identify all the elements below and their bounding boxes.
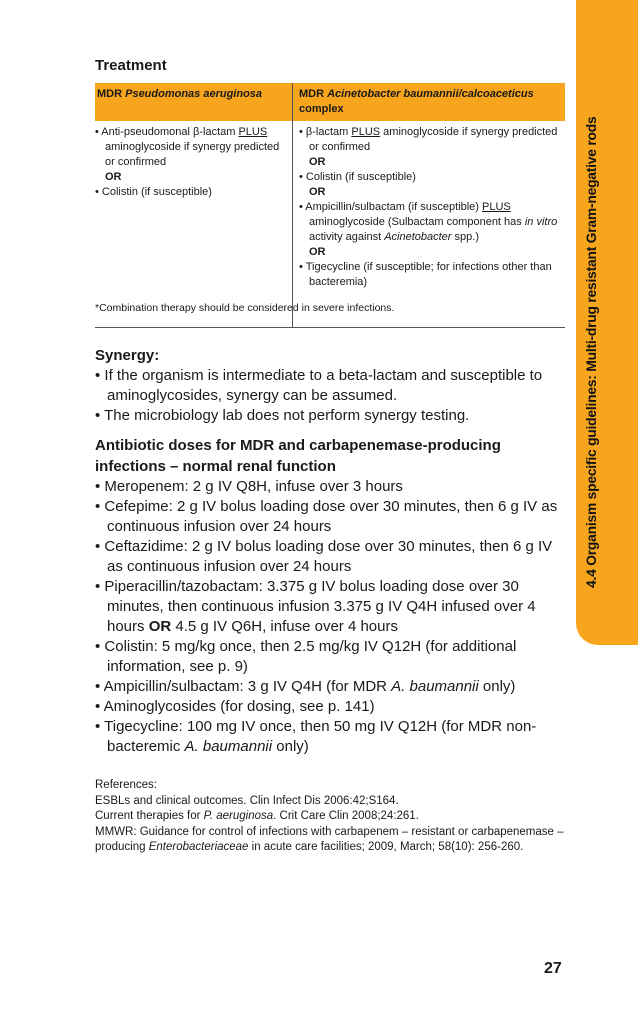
header-acinetobacter: MDR Acinetobacter baumannii/calcoaceticus complex (293, 83, 566, 121)
treatment-table (95, 83, 565, 328)
reference-item: MMWR: Guidance for control of infections with carbapenem – resistant or carbapenemase – producing Enterobacteriaceae in acute care facilities; 2009, March; 58(10): 256-260. (95, 825, 564, 853)
dose-bullet: • Colistin: 5 mg/kg once, then 2.5 mg/kg IV Q12H (for additional information, see p. 9) (95, 638, 517, 675)
synergy-bullet: • The microbiology lab does not perform synergy testing. (95, 407, 470, 424)
synergy-heading: Synergy: (95, 347, 160, 364)
dose-bullet: • Ceftazidime: 2 g IV bolus loading dose over 30 minutes, then 6 g IV as continuous infusion over 24 hours (95, 538, 553, 575)
cell-acinetobacter: • β-lactam PLUS aminoglycoside if synergy predicted or confirmed OR • Colistin (if susceptible) OR • Ampicillin/sulbactam (if susceptible) PLUS aminoglycoside (Sulbactam component has in vitro activity against Acinetobacter spp.) OR • Tigecycline (if susceptible; for infections other than bacteremia) (293, 121, 566, 328)
doses-section (95, 435, 565, 757)
references-heading: References: (95, 779, 158, 791)
dose-bullet: • Piperacillin/tazobactam: 3.375 g IV bolus loading dose over 30 minutes, then continuous infusion 3.375 g IV Q4H infused over 4 hours OR 4.5 g IV Q6H, infuse over 4 hours (95, 578, 536, 635)
table-footnote: *Combination therapy should be considered in severe infections. (95, 302, 395, 314)
cell-pseudomonas: • Anti-pseudomonal β-lactam PLUS aminoglycoside if synergy predicted or confirmed OR • Colistin (if susceptible) (95, 121, 293, 328)
reference-item: Current therapies for P. aeruginosa. Crit Care Clin 2008;24:261. (95, 810, 419, 822)
references (95, 778, 565, 856)
section-side-tab-label: 4.4 Organism specific guidelines: Multi-drug resistant Gram-negative rods (584, 116, 599, 588)
synergy-section (95, 345, 565, 426)
synergy-bullet: • If the organism is intermediate to a beta-lactam and susceptible to aminoglycosides, synergy can be assumed. (95, 367, 543, 404)
header-pseudomonas: MDR Pseudomonas aeruginosa (95, 83, 293, 121)
doses-heading: Antibiotic doses for MDR and carbapenemase-producing infections – normal renal function (95, 437, 501, 475)
treatment-table-row (95, 121, 565, 328)
dose-bullet: • Meropenem: 2 g IV Q8H, infuse over 3 hours (95, 478, 403, 495)
page-number: 27 (544, 960, 562, 977)
treatment-heading: Treatment (95, 57, 167, 74)
reference-item: ESBLs and clinical outcomes. Clin Infect Dis 2006:42;S164. (95, 794, 399, 807)
dose-bullet: • Ampicillin/sulbactam: 3 g IV Q4H (for MDR A. baumannii only) (95, 678, 516, 695)
dose-bullet: • Aminoglycosides (for dosing, see p. 141) (95, 698, 375, 715)
dose-bullet: • Tigecycline: 100 mg IV once, then 50 mg IV Q12H (for MDR non-bacteremic A. baumannii only) (95, 718, 537, 755)
treatment-table-header (95, 83, 565, 121)
dose-bullet: • Cefepime: 2 g IV bolus loading dose over 30 minutes, then 6 g IV as continuous infusion over 24 hours (95, 498, 558, 535)
